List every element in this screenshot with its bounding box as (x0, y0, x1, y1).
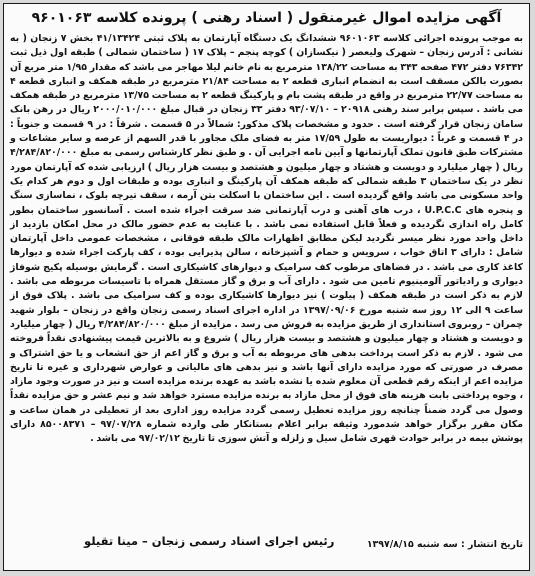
signature-line: رئیس اجرای اسناد رسمی زنجان – مینا تقیلو (84, 534, 335, 548)
notice-title: آگهی مزایده اموال غیرمنقول ( اسناد رهنی ) پرونده کلاسه ۹۶۰۱۰۶۳ (31, 10, 502, 26)
notice-frame (3, 3, 530, 571)
publication-date: تاریخ انتشار : سه شنبه ۱۳۹۷/۸/۱۵ (366, 539, 523, 550)
notice-body: به موجب پرونده اجرائی کلاسه ۹۶۰۱۰۶۳ ششدانگ یک دستگاه آپارتمان به پلاک ثبتی ۴۱/۱۳۴۲۴ بخش ۷ زنجان ( به نشانی : آدرس زنجان – شهرک ولیعصر ( نیکسازان ) کوچه پنجم – پلاک ۱۷ ( ساختمان شمالی ) طبقه اول ذیل ثبت ۷۶۳۴۲ دفتر ۴۷۲ صفحه ۳۴۳ به مساحت ۱۳۸/۲۲ مترمربع به نام خانم لیلا مهاجر می باشد که مقدار ۱/۹۵ متر مربع آن بصورت بالکن مسقف است به انضمام انباری قطعه ۲ به مساحت ۲۱/۸۴ مترمربع در طبقه همکف و انباری قطعه ۴ به مساحت ۲۲/۷۷ مترمربع در واقع در طبقه پشت بام و پارکینگ قطعه ۲ به مساحت ۱۳/۷۵ مترمربع در طبقه همکف می باشد . سپس برابر سند رهنی ۲۰۹۱۸ – ۹۳/۰۷/۱۰ دفتر ۳۳ زنجان در قبال مبلغ ۲۰۰۰/۰۱۰/۰۰۰ ریال در رهن بانک سامان زنجان قرار گرفته است . حدود و مشخصات پلاک مذکور: شمالاً در ۵ قسمت . شرقاً : در ۹ قسمت و جنوباً : در ۴ قسمت و غرباً : دیواریست به طول ۱۷/۵۹ متر به فضای ملک مجاور با قدر السهم از عرصه و سایر مشاعات و مشترکات طبق قانون تملک آپارتمانها و آیین نامه اجرایی آن . و طبق نظر کارشناس رسمی به مبلغ ۴/۲۸۴/۸۲۰/۰۰۰ ریال ( چهار میلیارد و دویست و هشتاد و چهار میلیون و هشتصد و بیست هزار ریال ) ارزیابی شده که آپارتمان مورد نظر در یک ساختمان ۳ طبقه شمالی که طبقه همکف آن پارکینگ و انباری بوده و طبقات اول و دوم هر کدام یک واحد مسکونی می باشد واقع گردیده است . این ساختمان با اسکلت بتن آرمه ، سقف تیرچه بلوک ، نماسازی سنگ و پنجره های U.P.C.C ، درب های آهنی و درب آپارتمانی ضد سرقت اجراء شده است . آسانسور ساختمان بطور کامل راه اندازی نگردیده و فعلاً قابل استفاده نمی باشد . با عنایت به عدم حضور مالک در محل امکان بازدید از داخل واحد مورد نظر میسر نگردید لیکن مطابق اظهارات مالک طبقه فوقانی ، مشخصات عمومی داخل آپارتمان شامل : دارای ۳ اتاق خواب ، سرویس و حمام و آشپزخانه ، سالن پذیرایی بوده ، کف پارکت اجراء شده و دیوارها کاغذ کاری می باشد . در فضاهای مرطوب کف سرامیک و دیوارهای کاشیکاری است . گرمایش بوسیله پکیج شوفاژ دیواری و رادیاتور آلومینیوم تامین می شود . دارای آب و برق و گاز مستقل همراه با تاسیسات مربوطه می باشد . لازم به ذکر است در طبقه همکف ( پیلوت ) نیز دیوارها کاشیکاری بوده و کف سرامیک می باشد . پلاک فوق از ساعت ۹ الی ۱۲ روز سه شنبه مورخ ۱۳۹۷/۰۹/۰۶ در اداره اجرای اسناد رسمی زنجان واقع در زنجان – بلوار شهید چمران – روبروی استانداری از طریق مزایده به فروش می رسد . مزایده از مبلغ ۴/۲۸۴/۸۲۰/۰۰۰ ریال ( چهار میلیارد و دویست و هشتاد و چهار میلیون و هشتصد و بیست هزار ریال ) شروع و به بالاترین قیمت پیشنهادی نقداً فروخته می شود . لازم به ذکر است پرداخت بدهی های مربوطه به آب و برق و گاز اعم از حق انشعاب و یا حق اشتراک و مصرف در صورتی که مورد مزایده دارای آنها باشد و نیز بدهی های مالیاتی و عوارض شهرداری و غیره تا تاریخ مزایده اعم از اینکه رقم قطعی آن معلوم شده یا نشده باشد به عهده برنده مزایده است و نیز در صورت وجود مازاد ، وجوه پرداختی بابت هزینه های فوق از محل مازاد به برنده مزایده مسترد خواهد شد و نیم عشر و حق مزایده نقداً وصول می گردد ضمناً چنانچه روز مزایده تعطیل رسمی گردد مزایده روز اداری بعد از تعطیلی در همان ساعت و مکان مقرر برگزار خواهد شدمورد وثیقه برابر اعلام بستانکار طی وارده شماره ۹۷/۰۷/۲۸ – ۸۵۰۰۸۳۷۱ دارای پوشش بیمه در برابر حوادث قهری شامل سیل و زلزله و آتش سوزی تا تاریخ ۹۷/۰۲/۱۲ می باشد . (10, 33, 524, 445)
